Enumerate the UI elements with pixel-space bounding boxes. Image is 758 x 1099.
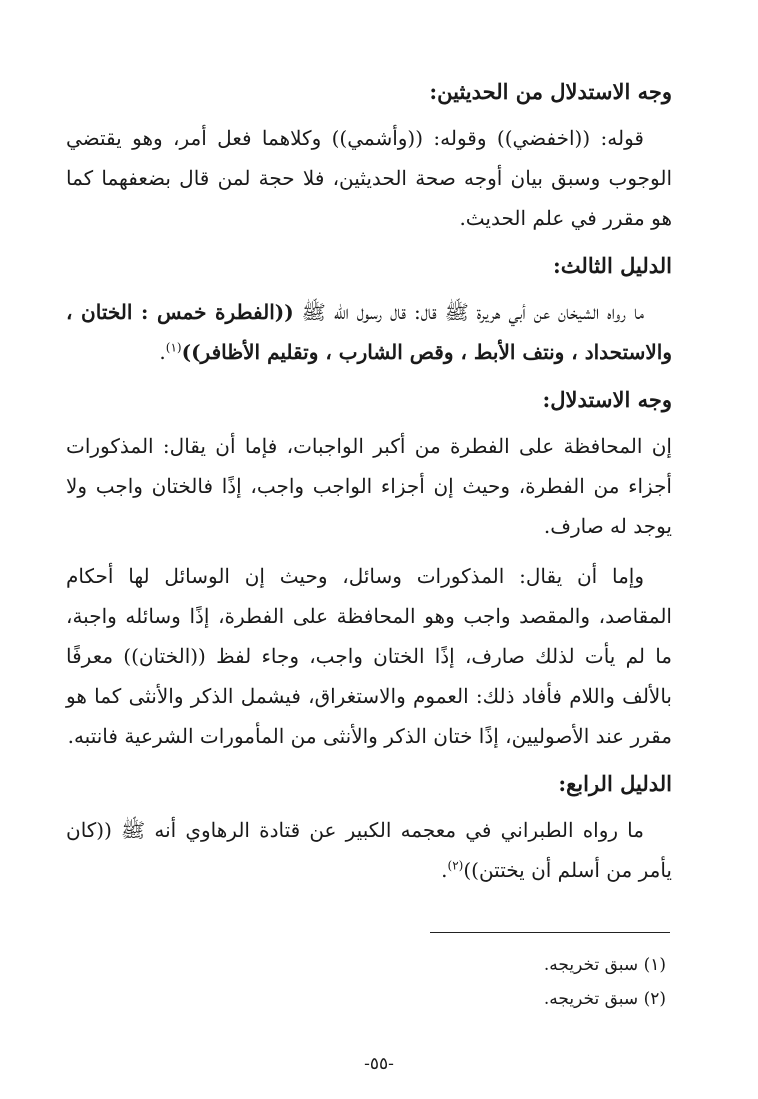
main-text	[66, 64, 672, 890]
footnote-ref: (٢)	[447, 858, 464, 873]
page-number: -٥٥-	[364, 1054, 394, 1074]
paragraph: ما رواه الشيخان عن أبي هريرة ﷺ قال: قال رسول الله ﷺ ((الفطرة خمس : الختان ، والاستحداد ، ونتف الأبط ، وقص الشارب ، وتقليم الأظافر))$^{(١)}$.	[66, 300, 672, 364]
footnotes	[366, 948, 666, 1016]
paragraph: ما رواه الطبراني في معجمه الكبير عن قتادة الرهاوي أنه ﷺ ((كان يأمر من أسلم أن يختتن))$^{(٢)}$.	[66, 818, 672, 882]
footnote-item: (٢) سبق تخريجه.	[543, 989, 666, 1009]
hadith-text: ما رواه الطبراني في معجمه الكبير عن قتادة الرهاوي أنه ﷺ ((كان يأمر من أسلم أن يختتن))	[66, 818, 672, 882]
section-heading: الدليل الرابع:	[558, 771, 672, 796]
footnote-item: (١) سبق تخريجه.	[543, 955, 666, 975]
section-heading: الدليل الثالث:	[553, 253, 672, 278]
footnote-ref: (١)	[165, 340, 182, 355]
paragraph: وإما أن يقال: المذكورات وسائل، وحيث إن الوسائل لها أحكام المقاصد، والمقصد واجب وهو المحافظة على الفطرة، إذًا وسائله واجبة، ما لم يأت لذلك صارف، إذًا الختان واجب، وجاء لفظ ((الختان)) معرفًا بالألف واللام فأفاد ذلك: العموم والاستغراق، فيشمل الذكر والأنثى كما هو مقرر عند الأصوليين، إذًا ختان الذكر والأنثى من المأمورات الشرعية فانتبه.	[66, 564, 672, 748]
footnote-divider	[430, 932, 670, 933]
paragraph: إن المحافظة على الفطرة من أكبر الواجبات، فإما أن يقال: المذكورات أجزاء من الفطرة، وحيث إن أجزاء الواجب واجب، إذًا فالختان واجب ولا يوجد له صارف.	[66, 434, 672, 538]
hadith-quote: ((الفطرة خمس : الختان ، والاستحداد ، ونتف الأبط ، وقص الشارب ، وتقليم الأظافر))	[66, 300, 672, 364]
paragraph: قوله: ((اخفضي)) وقوله: ((وأشمي)) وكلاهما فعل أمر، وهو يقتضي الوجوب وسبق بيان أوجه صحة الحديثين، فلا حجة لمن قال بضعفهما كما هو مقرر في علم الحديث.	[66, 126, 672, 230]
section-heading: وجه الاستدلال:	[542, 387, 672, 412]
hadith-intro: ما رواه الشيخان عن أبي هريرة ﷺ قال: قال رسول الله ﷺ	[293, 300, 644, 324]
section-heading: وجه الاستدلال من الحديثين:	[429, 79, 672, 104]
